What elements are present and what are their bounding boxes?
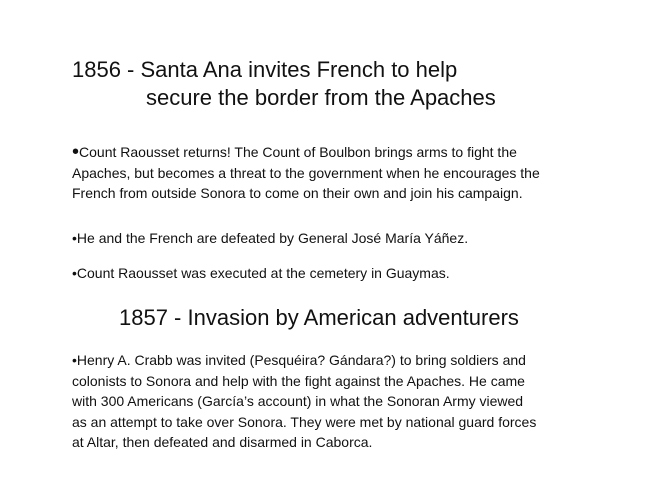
bullet-line: at Altar, then defeated and disarmed in Caborca.: [72, 434, 373, 450]
bullet-marker: •: [72, 230, 77, 246]
bullet-line: [72, 142, 540, 163]
bullet-text: Count Raousset returns! The Count of Boulbon brings arms to fight the: [79, 144, 517, 160]
bullet-french-defeated: [72, 228, 468, 249]
heading-1856-line2: secure the border from the Apaches: [146, 85, 496, 110]
bullet-line: French from outside Sonora to come on their own and join his campaign.: [72, 185, 523, 201]
bullet-line: [72, 263, 450, 284]
bullet-line: colonists to Sonora and help with the fight against the Apaches. He came: [72, 372, 525, 389]
bullet-text: He and the French are defeated by General José María Yáñez.: [76, 230, 469, 246]
heading-1857: 1857 - Invasion by American adventurers: [119, 305, 519, 330]
bullet-line: [72, 228, 468, 249]
bullet-text: Count Raousset was executed at the cemetery in Guaymas.: [76, 265, 450, 281]
bullet-marker: •: [72, 141, 80, 163]
bullet-line: as an attempt to take over Sonora. They were met by national guard forces: [72, 413, 537, 430]
bullet-raousset-executed: [72, 263, 450, 284]
bullet-text: Henry A. Crabb was invited (Pesquéira? Gándara?) to bring soldiers and: [76, 352, 526, 368]
bullet-marker: •: [72, 265, 77, 281]
bullet-marker: •: [72, 352, 77, 368]
bullet-line: with 300 Americans (García’s account) in what the Sonoran Army viewed: [72, 393, 524, 409]
bullet-crabb-invasion: [72, 350, 536, 453]
bullet-raousset-returns: [72, 142, 540, 204]
bullet-line: [72, 350, 536, 371]
heading-1856-line1: 1856 - Santa Ana invites French to help: [72, 57, 458, 82]
bullet-line: Apaches, but becomes a threat to the government when he encourages the: [72, 164, 540, 181]
